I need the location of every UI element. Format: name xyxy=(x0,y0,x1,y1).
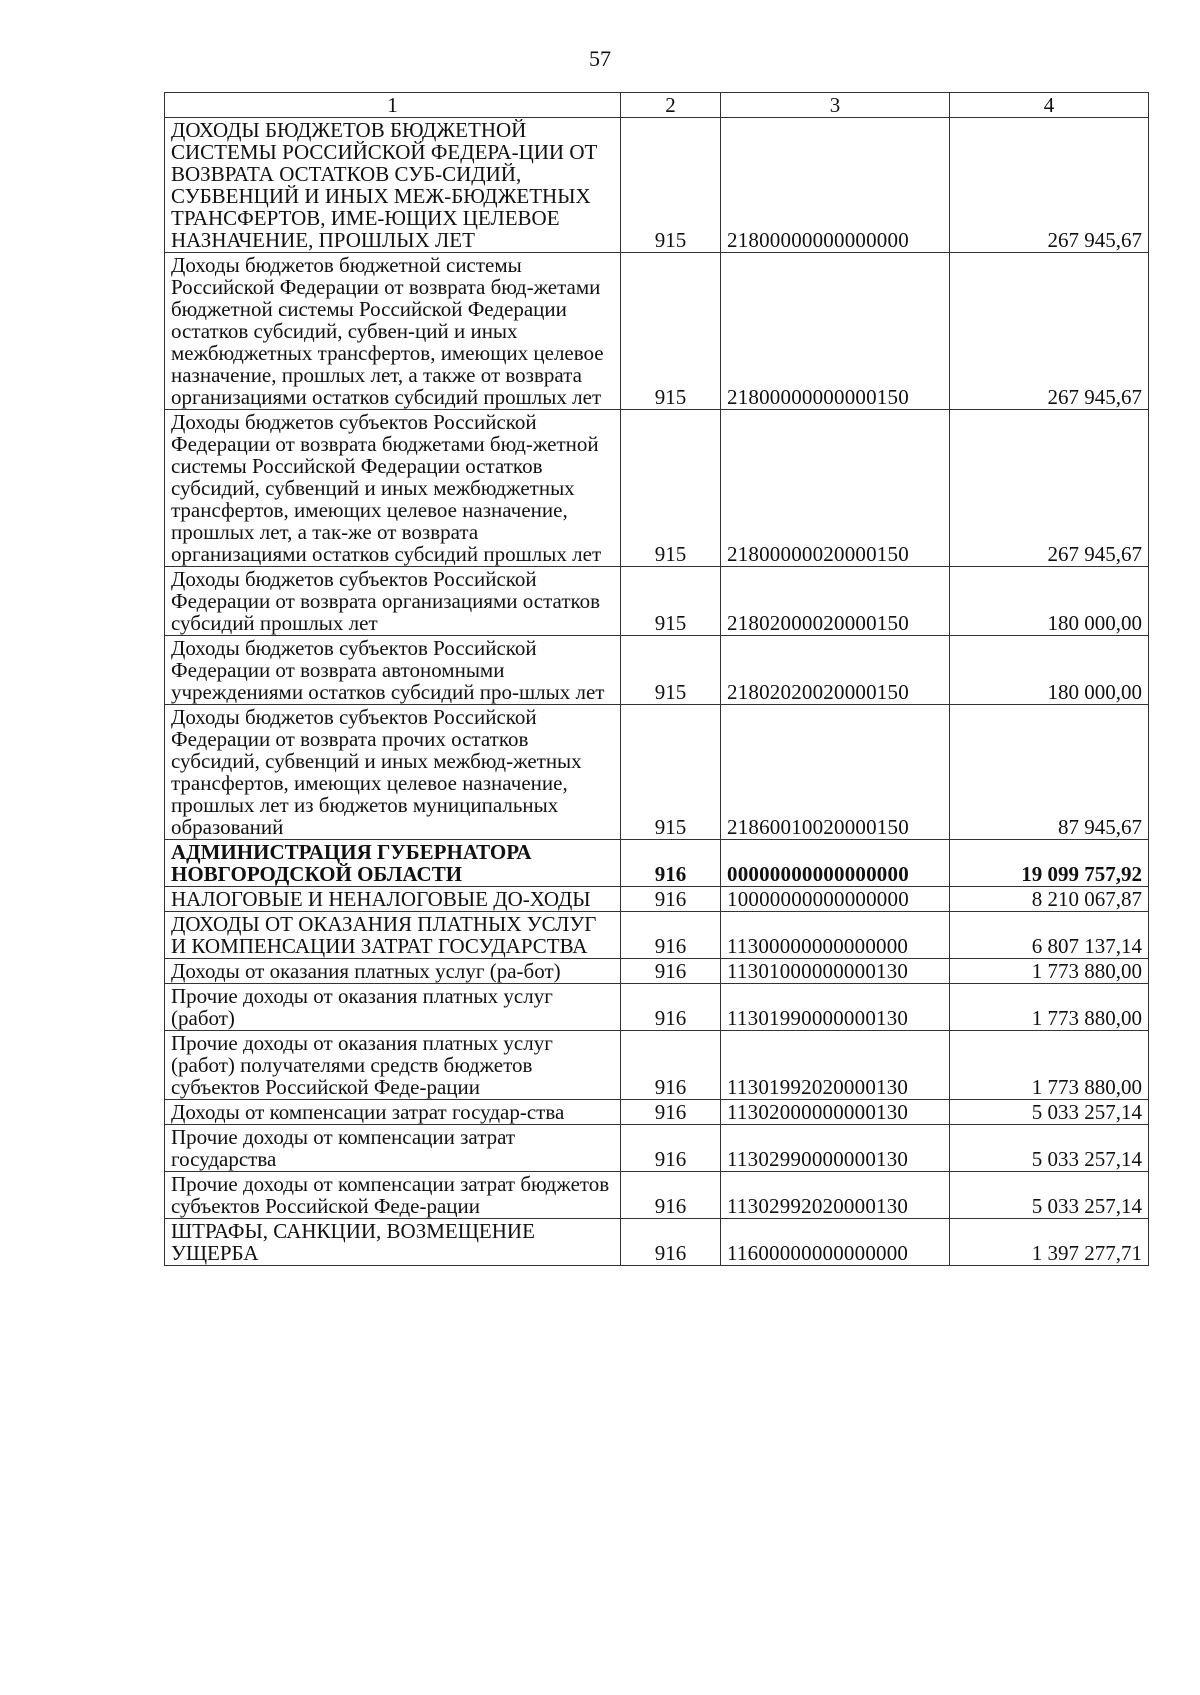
admin-code-cell: 916 xyxy=(621,1219,721,1266)
admin-code-cell: 915 xyxy=(621,253,721,410)
row-name-cell: ДОХОДЫ ОТ ОКАЗАНИЯ ПЛАТНЫХ УСЛУГ И КОМПЕНСАЦИИ ЗАТРАТ ГОСУДАРСТВА xyxy=(165,912,621,959)
budget-code-cell: 21860010020000150 xyxy=(721,705,950,840)
table-row xyxy=(165,1031,1149,1100)
admin-code-cell: 915 xyxy=(621,567,721,636)
admin-code-cell: 916 xyxy=(621,1100,721,1125)
budget-code-cell: 11302992020000130 xyxy=(721,1172,950,1219)
table-row xyxy=(165,887,1149,912)
admin-code-cell: 915 xyxy=(621,636,721,705)
table-row xyxy=(165,636,1149,705)
table-row xyxy=(165,705,1149,840)
budget-code-cell: 21802020020000150 xyxy=(721,636,950,705)
admin-code-cell: 916 xyxy=(621,1125,721,1172)
row-name-cell: ДОХОДЫ БЮДЖЕТОВ БЮДЖЕТНОЙ СИСТЕМЫ РОССИЙСКОЙ ФЕДЕРА-ЦИИ ОТ ВОЗВРАТА ОСТАТКОВ СУБ-СИДИЙ, СУБВЕНЦИЙ И ИНЫХ МЕЖ-БЮДЖЕТНЫХ ТРАНСФЕРТОВ, ИМЕ-ЮЩИХ ЦЕЛЕВОЕ НАЗНАЧЕНИЕ, ПРОШЛЫХ ЛЕТ xyxy=(165,118,621,253)
page-number: 57 xyxy=(589,46,611,71)
admin-code-cell: 916 xyxy=(621,1031,721,1100)
amount-cell: 180 000,00 xyxy=(950,567,1149,636)
column-header-1: 1 xyxy=(165,93,621,118)
row-name-cell: Доходы бюджетов субъектов Российской Федерации от возврата автономными учреждениями остатков субсидий про-шлых лет xyxy=(165,636,621,705)
amount-cell: 6 807 137,14 xyxy=(950,912,1149,959)
table-row xyxy=(165,567,1149,636)
table-row xyxy=(165,1100,1149,1125)
admin-code-cell: 915 xyxy=(621,118,721,253)
amount-cell: 87 945,67 xyxy=(950,705,1149,840)
budget-income-table xyxy=(164,92,1149,1266)
row-name-cell: Доходы бюджетов субъектов Российской Федерации от возврата организациями остатков субсидий прошлых лет xyxy=(165,567,621,636)
budget-code-cell: 21800000020000150 xyxy=(721,410,950,567)
budget-code-cell: 11302990000000130 xyxy=(721,1125,950,1172)
row-name-cell: Прочие доходы от компенсации затрат бюджетов субъектов Российской Феде-рации xyxy=(165,1172,621,1219)
table-row xyxy=(165,118,1149,253)
header-row xyxy=(165,93,1149,118)
column-header-3: 3 xyxy=(721,93,950,118)
table-row xyxy=(165,1219,1149,1266)
amount-cell: 180 000,00 xyxy=(950,636,1149,705)
row-name-cell: Доходы от оказания платных услуг (ра-бот) xyxy=(165,959,621,984)
table-row xyxy=(165,1125,1149,1172)
row-name-cell: Доходы от компенсации затрат государ-ства xyxy=(165,1100,621,1125)
table-row xyxy=(165,959,1149,984)
row-name-cell: Прочие доходы от оказания платных услуг (работ) xyxy=(165,984,621,1031)
admin-code-cell: 916 xyxy=(621,887,721,912)
amount-cell: 5 033 257,14 xyxy=(950,1125,1149,1172)
row-name-cell: Доходы бюджетов бюджетной системы Российской Федерации от возврата бюд-жетами бюджетной системы Российской Федерации остатков субсидий, субвен-ций и иных межбюджетных трансфертов, имеющих целевое назначение, прошлых лет, а также от возврата организациями остатков субсидий прошлых лет xyxy=(165,253,621,410)
table-row xyxy=(165,253,1149,410)
budget-code-cell: 21802000020000150 xyxy=(721,567,950,636)
row-name-cell: Прочие доходы от оказания платных услуг (работ) получателями средств бюджетов субъектов Российской Феде-рации xyxy=(165,1031,621,1100)
admin-code-cell: 915 xyxy=(621,410,721,567)
admin-code-cell: 916 xyxy=(621,984,721,1031)
budget-code-cell: 11301000000000130 xyxy=(721,959,950,984)
amount-cell: 1 773 880,00 xyxy=(950,1031,1149,1100)
amount-cell: 1 773 880,00 xyxy=(950,984,1149,1031)
budget-code-cell: 10000000000000000 xyxy=(721,887,950,912)
column-header-2: 2 xyxy=(621,93,721,118)
budget-code-cell: 11300000000000000 xyxy=(721,912,950,959)
amount-cell: 1 773 880,00 xyxy=(950,959,1149,984)
table-row xyxy=(165,912,1149,959)
budget-code-cell: 00000000000000000 xyxy=(721,840,950,887)
amount-cell: 267 945,67 xyxy=(950,253,1149,410)
budget-code-cell: 11600000000000000 xyxy=(721,1219,950,1266)
amount-cell: 19 099 757,92 xyxy=(950,840,1149,887)
budget-code-cell: 21800000000000150 xyxy=(721,253,950,410)
table-row xyxy=(165,840,1149,887)
row-name-cell: Прочие доходы от компенсации затрат государства xyxy=(165,1125,621,1172)
admin-code-cell: 916 xyxy=(621,1172,721,1219)
row-name-cell: Доходы бюджетов субъектов Российской Федерации от возврата прочих остатков субсидий, субвенций и иных межбюд-жетных трансфертов, имеющих целевое назначение, прошлых лет из бюджетов муниципальных образований xyxy=(165,705,621,840)
table-row xyxy=(165,410,1149,567)
budget-code-cell: 21800000000000000 xyxy=(721,118,950,253)
table-row xyxy=(165,984,1149,1031)
amount-cell: 5 033 257,14 xyxy=(950,1172,1149,1219)
budget-code-cell: 11301990000000130 xyxy=(721,984,950,1031)
admin-code-cell: 916 xyxy=(621,840,721,887)
admin-code-cell: 915 xyxy=(621,705,721,840)
row-name-cell: АДМИНИСТРАЦИЯ ГУБЕРНАТОРА НОВГОРОДСКОЙ ОБЛАСТИ xyxy=(165,840,621,887)
row-name-cell: ШТРАФЫ, САНКЦИИ, ВОЗМЕЩЕНИЕ УЩЕРБА xyxy=(165,1219,621,1266)
amount-cell: 5 033 257,14 xyxy=(950,1100,1149,1125)
budget-code-cell: 11302000000000130 xyxy=(721,1100,950,1125)
row-name-cell: НАЛОГОВЫЕ И НЕНАЛОГОВЫЕ ДО-ХОДЫ xyxy=(165,887,621,912)
column-header-4: 4 xyxy=(950,93,1149,118)
admin-code-cell: 916 xyxy=(621,959,721,984)
amount-cell: 267 945,67 xyxy=(950,410,1149,567)
admin-code-cell: 916 xyxy=(621,912,721,959)
table-body xyxy=(165,118,1149,1266)
amount-cell: 267 945,67 xyxy=(950,118,1149,253)
row-name-cell: Доходы бюджетов субъектов Российской Федерации от возврата бюджетами бюд-жетной системы Российской Федерации остатков субсидий, субвенций и иных межбюджетных трансфертов, имеющих целевое назначение, прошлых лет, а так-же от возврата организациями остатков субсидий прошлых лет xyxy=(165,410,621,567)
amount-cell: 1 397 277,71 xyxy=(950,1219,1149,1266)
budget-code-cell: 11301992020000130 xyxy=(721,1031,950,1100)
amount-cell: 8 210 067,87 xyxy=(950,887,1149,912)
table-row xyxy=(165,1172,1149,1219)
